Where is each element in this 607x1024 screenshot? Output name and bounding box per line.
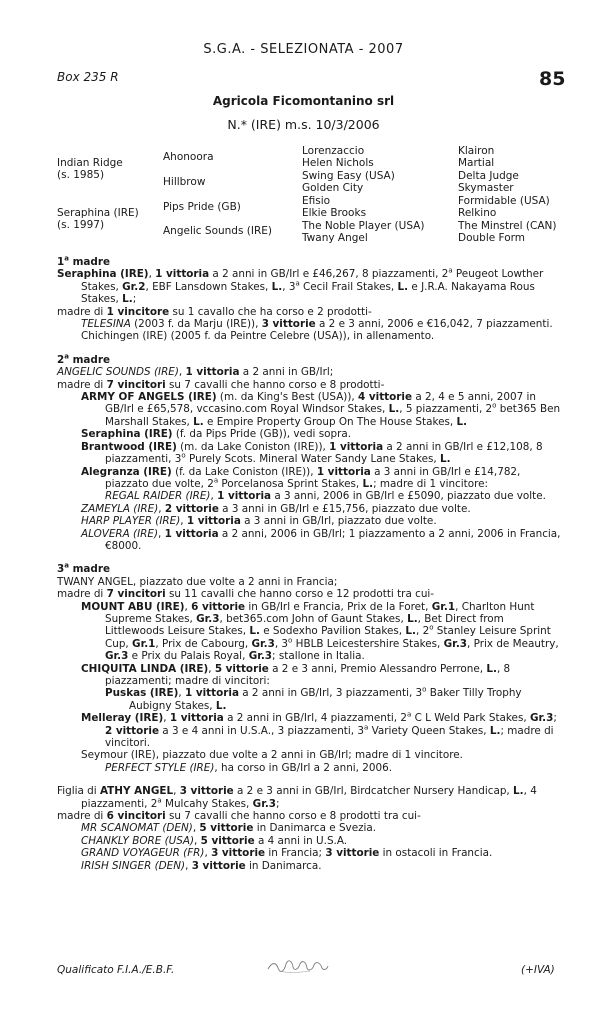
produce-entry: CHANKLY BORE (USA), 5 vittorie a 4 anni in U.S.A. <box>81 834 348 847</box>
produce-entry: ZAMEYLA (IRE), 2 vittorie a 3 anni in GB/Irl e £15,756, piazzato due volte. <box>81 502 471 515</box>
owner-name: Agricola Ficomontanino srl <box>212 94 395 108</box>
produce-entry: Puskas (IRE), 1 vittoria a 2 anni in GB/Irl, 3 piazzamenti, 3$^o$ Baker Tilly Trophy Aubigny Stakes, L. <box>105 685 522 712</box>
produce-entry: PERFECT STYLE (IRE), ha corso in GB/Irl a 2 anni, 2006. <box>105 761 393 774</box>
pedigree-gen4: Delta Judge <box>458 170 519 182</box>
dam-record: Seraphina (IRE), 1 vittoria a 2 anni in GB/Irl e £46,267, 8 piazzamenti, 2$^a$ Peugeot Lowther Stakes, Gr.2, EBF Lansdown Stakes, L., 3$^a$ Cecil Frail Stakes, L. e J.R.A. Nakayama Rous Stakes, L.; <box>57 266 544 306</box>
pedigree-gen3: Efisio <box>302 195 331 207</box>
pedigree-gen2: Pips Pride (GB) <box>163 201 241 213</box>
dam-record: TWANY ANGEL, piazzato due volte a 2 anni in Francia; <box>57 575 338 588</box>
pedigree-gen3: Golden City <box>302 182 364 194</box>
pedigree-gen3: Swing Easy (USA) <box>302 170 395 182</box>
produce-entry: CHIQUITA LINDA (IRE), 5 vittorie a 2 e 3 anni, Premio Alessandro Perrone, L., 8 piazzamenti; madre di vincitori: <box>81 662 511 687</box>
produce-entry: Seraphina (IRE) (f. da Pips Pride (GB)), vedi sopra. <box>81 428 352 441</box>
catalog-title: S.G.A. - SELEZIONATA - 2007 <box>203 42 404 57</box>
produce-entry: TELESINA (2003 f. da Marju (IRE)), 3 vittorie a 2 e 3 anni, 2006 e €16,042, 7 piazzamenti. <box>81 318 553 331</box>
produce-entry: HARP PLAYER (IRE), 1 vittoria a 3 anni in GB/Irl, piazzato due volte. <box>81 515 437 528</box>
pedigree-gen2: Ahonoora <box>163 151 214 163</box>
box-number: Box 235 R <box>57 70 119 84</box>
pedigree-sire: Indian Ridge <box>57 157 123 169</box>
dam-record: ANGELIC SOUNDS (IRE), 1 vittoria a 2 anni in GB/Irl; <box>57 366 334 379</box>
produce-entry: MR SCANOMAT (DEN), 5 vittorie in Danimarca e Svezia. <box>81 822 377 835</box>
pedigree-gen4: Skymaster <box>458 182 514 194</box>
section-heading-second-dam: 2$^a$ madre <box>57 352 111 366</box>
pedigree-gen3: Elkie Brooks <box>302 207 367 219</box>
produce-entry: Seymour (IRE), piazzato due volte a 2 anni in GB/Irl; madre di 1 vincitore. <box>81 749 463 762</box>
produce-record <box>57 256 565 872</box>
pedigree-gen3: Twany Angel <box>302 232 368 244</box>
pedigree-gen4: Klairon <box>458 145 495 157</box>
pedigree-sire-year: (s. 1985) <box>57 169 105 181</box>
produce-entry: ARMY OF ANGELS (IRE) (m. da King's Best (USA)), 4 vittorie a 2, 4 e 5 anni, 2007 in GB/Irl e £65,578, vccasino.com Royal Windsor Stakes, L., 5 piazzamenti, 2$^o$ bet365 Ben Marshall Stakes, L. e Empire Property Group On The House Stakes, L. <box>81 391 561 428</box>
produce-summary: madre di 7 vincitori su 11 cavalli che hanno corso e 12 prodotti tra cui- <box>57 588 435 601</box>
pedigree-gen3: The Noble Player (USA) <box>302 220 425 232</box>
pedigree-gen4: Martial <box>458 157 495 169</box>
produce-entry: Brantwood (IRE) (m. da Lake Coniston (IRE)), 1 vittoria a 2 anni in GB/Irl e £12,108, 8 piazzamenti, 3$^o$ Purely Scots. Mineral Water Sandy Lane Stakes, L. <box>81 440 543 466</box>
pedigree-gen4: Relkino <box>458 207 497 219</box>
section-heading-third-dam: 3$^a$ madre <box>57 561 111 576</box>
pedigree-gen2: Hillbrow <box>163 176 206 188</box>
signature-mark <box>266 956 330 976</box>
pedigree-dam-year: (s. 1997) <box>57 219 105 231</box>
horse-description: N.* (IRE) m.s. 10/3/2006 <box>227 117 380 132</box>
produce-entry: MOUNT ABU (IRE), 6 vittorie in GB/Irl e Francia, Prix de la Foret, Gr.1, Charlton Hunt Supreme Stakes, Gr.3, bet365.com John of Gaunt Stakes, L., Bet Direct from Littlewoods Leisure Stakes, L. e Sodexho Pavilion Stakes, L., 2$^o$ Stanley Leisure Sprint Cup, Gr.1, Prix de Cabourg, Gr.3, 3$^o$ HBLB Leicestershire Stakes, Gr.3, Prix de Meautry, Gr.3 e Prix du Palais Royal, Gr.3; stallone in Italia. <box>81 600 559 663</box>
pedigree-dam: Seraphina (IRE) <box>57 207 139 219</box>
produce-entry: Melleray (IRE), 1 vittoria a 2 anni in GB/Irl, 4 piazzamenti, 2$^a$ C L Weld Park Stakes, Gr.3; 2 vittorie a 3 e 4 anni in U.S.A., 3 piazzamenti, 3$^a$ Variety Queen Stakes, L.; madre di vincitori. <box>81 710 557 750</box>
footer-qualification: Qualificato F.I.A./E.B.F. <box>57 964 175 976</box>
section-heading-first-dam: 1$^a$ madre <box>57 254 111 268</box>
produce-entry: IRISH SINGER (DEN), 3 vittorie in Danimarca. <box>81 859 322 872</box>
produce-summary: madre di 6 vincitori su 7 cavalli che hanno corso e 8 prodotti tra cui- <box>57 810 421 823</box>
produce-entry: Alegranza (IRE) (f. da Lake Coniston (IRE)), 1 vittoria a 3 anni in GB/Irl e £14,782, piazzato due volte, 2$^a$ Porcelanosa Sprint Stakes, L.; madre di 1 vincitore: <box>81 465 521 490</box>
pedigree-gen4: The Minstrel (CAN) <box>458 220 557 232</box>
produce-entry: Chichingen (IRE) (2005 f. da Peintre Celebre (USA)), in allenamento. <box>81 330 435 343</box>
produce-entry: GRAND VOYAGEUR (FR), 3 vittorie in Francia; 3 vittorie in ostacoli in Francia. <box>81 847 493 860</box>
dam-record: Figlia di ATHY ANGEL, 3 vittorie a 2 e 3 anni in GB/Irl, Birdcatcher Nursery Handicap, L., 4 piazzamenti, 2$^a$ Mulcahy Stakes, Gr.3; <box>57 785 537 810</box>
pedigree-gen2: Angelic Sounds (IRE) <box>163 225 272 237</box>
pedigree-gen4: Double Form <box>458 232 525 244</box>
pedigree-table <box>57 145 567 245</box>
produce-entry: ALOVERA (IRE), 1 vittoria a 2 anni, 2006 in GB/Irl; 1 piazzamento a 2 anni, 2006 in Francia, €8000. <box>81 527 561 552</box>
pedigree-gen3: Lorenzaccio <box>302 145 365 157</box>
page-number: 85 <box>539 68 566 90</box>
produce-summary: madre di 1 vincitore su 1 cavallo che ha corso e 2 prodotti- <box>57 305 372 318</box>
pedigree-gen4: Formidable (USA) <box>458 195 550 207</box>
pedigree-gen3: Helen Nichols <box>302 157 374 169</box>
footer-vat: (+IVA) <box>521 964 555 976</box>
produce-entry: REGAL RAIDER (IRE), 1 vittoria a 3 anni, 2006 in GB/Irl e £5090, piazzato due volte. <box>105 490 546 503</box>
produce-summary: madre di 7 vincitori su 7 cavalli che hanno corso e 8 prodotti- <box>57 378 385 391</box>
